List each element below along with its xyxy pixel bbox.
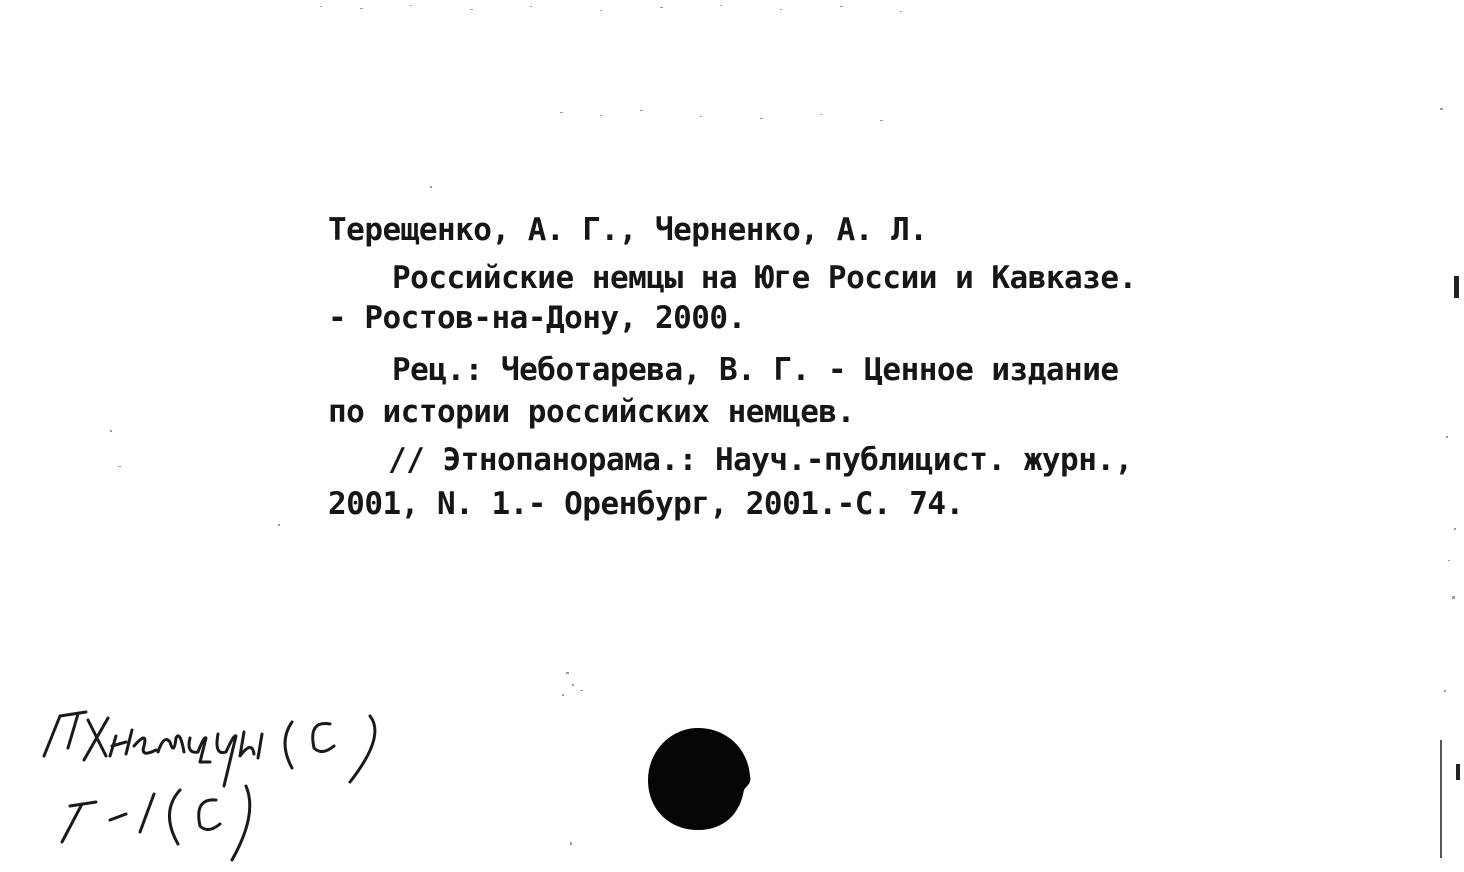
review-title-line: по истории российских немцев. <box>328 394 855 430</box>
handwritten-shelfmark <box>30 690 410 870</box>
publication-line: - Ростов-на-Дону, 2000. <box>328 300 746 336</box>
source-details-line: 2001, N. 1.- Оренбург, 2001.-С. 74. <box>328 486 964 522</box>
source-line: // Этнопанорама.: Науч.-публицист. журн., <box>388 442 1133 478</box>
edge-mark <box>1456 764 1460 780</box>
title-line: Российские немцы на Юге России и Кавказе. <box>392 260 1137 296</box>
punch-hole <box>646 726 752 832</box>
edge-mark <box>1454 276 1459 298</box>
review-line: Рец.: Чеботарева, В. Г. - Ценное издание <box>392 352 1119 388</box>
typed-entry <box>328 206 1288 528</box>
authors-line: Терещенко, А. Г., Черненко, А. Л. <box>328 212 928 248</box>
edge-line <box>1440 740 1442 858</box>
